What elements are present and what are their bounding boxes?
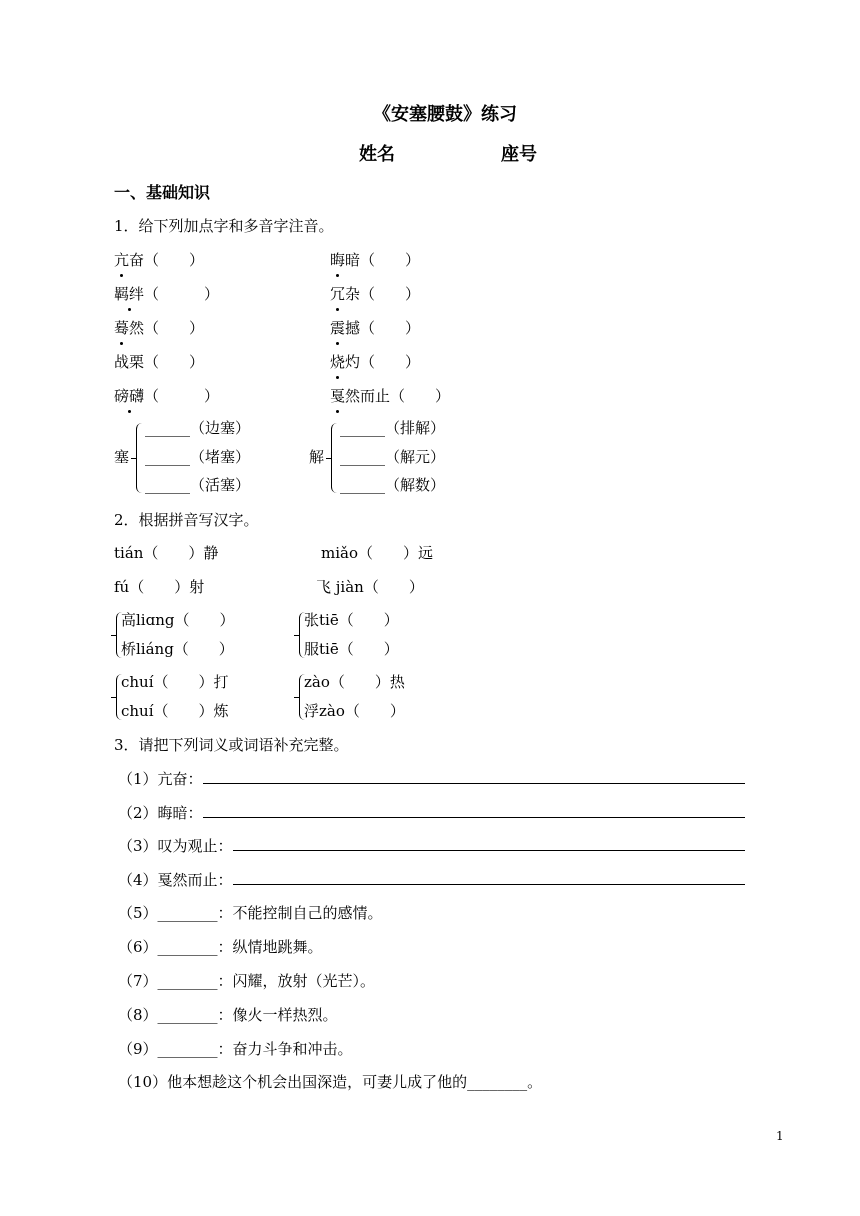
pinyin-write-item: 桥liáng（ ） <box>121 640 234 658</box>
brace-bracket <box>331 423 338 493</box>
pinyin-item: 戛然而止（ ） <box>330 387 451 405</box>
dotted-char: 冗 <box>330 285 346 303</box>
dotted-char: 震 <box>330 319 346 337</box>
polyphonic-blank: ______（解数） <box>340 476 446 494</box>
pinyin-write-item: chuí（ ）炼 <box>121 702 229 720</box>
polyphonic-blank: ______（排解） <box>340 419 446 437</box>
answer-line <box>203 769 745 784</box>
pinyin-item: 震撼（ ） <box>330 319 421 337</box>
pinyin-write-item: 张tiē（ ） <box>304 611 399 629</box>
pinyin-item: 亢奋（ ） <box>114 251 205 269</box>
question-3-prompt: 3．请把下列词义或词语补充完整。 <box>114 736 349 754</box>
answer-line <box>233 836 745 851</box>
polyphonic-blank: ______（解元） <box>340 448 446 466</box>
dotted-char: 晦 <box>330 251 346 269</box>
question-2-prompt: 2．根据拼音写汉字。 <box>114 511 259 529</box>
pinyin-item: 磅礴（ ） <box>114 387 220 405</box>
pinyin-item: 晦暗（ ） <box>330 251 421 269</box>
word-fill-item: （8）________：像火一样热烈。 <box>118 1006 338 1024</box>
pinyin-write-item: 高liɑng（ ） <box>121 611 235 629</box>
name-label: 姓名 <box>359 144 395 165</box>
polyphonic-blank: ______（堵塞） <box>145 448 251 466</box>
word-fill-item: （9）________：奋力斗争和冲击。 <box>118 1040 353 1058</box>
polyphonic-blank: ______（边塞） <box>145 419 251 437</box>
pinyin-write-item: 服tiē（ ） <box>304 640 399 658</box>
dotted-char: 蓦 <box>114 319 130 337</box>
pinyin-write-item: 浮zào（ ） <box>304 702 405 720</box>
pinyin-item: 战栗（ ） <box>114 353 205 371</box>
sentence-fill-item: （10）他本想趁这个机会出国深造，可妻儿成了他的________。 <box>118 1073 543 1091</box>
dotted-char: 戛 <box>330 387 346 405</box>
page-number: 1 <box>776 1129 784 1143</box>
dotted-char: 烧 <box>330 353 346 371</box>
pinyin-item: 烧灼（ ） <box>330 353 421 371</box>
pinyin-write-item: miǎo（ ）远 <box>321 544 433 562</box>
seat-label: 座号 <box>501 144 537 165</box>
polyphonic-char: 解 <box>309 448 325 466</box>
word-fill-item: （7）________：闪耀，放射（光芒）。 <box>118 972 376 990</box>
dotted-char: 羁绊 <box>114 285 145 303</box>
pinyin-write-item: 飞 jiàn（ ） <box>316 578 424 596</box>
dotted-char: 磅礴 <box>114 387 145 405</box>
pinyin-write-item: tián（ ）静 <box>114 544 219 562</box>
document-title: 《安塞腰鼓》练习 <box>373 104 517 125</box>
pinyin-item: 蓦然（ ） <box>114 319 205 337</box>
question-1-prompt: 1．给下列加点字和多音字注音。 <box>114 217 334 235</box>
brace-bracket <box>136 423 143 493</box>
dotted-char: 亢 <box>114 251 130 269</box>
section-heading: 一、基础知识 <box>114 183 211 202</box>
answer-line <box>233 870 745 885</box>
pinyin-item: 羁绊（ ） <box>114 285 220 303</box>
answer-line <box>203 803 745 818</box>
pinyin-write-item: fú（ ）射 <box>114 578 205 596</box>
pinyin-write-item: chuí（ ）打 <box>121 673 229 691</box>
definition-item: （3）叹为观止： <box>118 836 745 856</box>
definition-item: （1）亢奋： <box>118 769 745 789</box>
pinyin-item: 冗杂（ ） <box>330 285 421 303</box>
polyphonic-char: 塞 <box>114 448 130 466</box>
word-fill-item: （5）________：不能控制自己的感情。 <box>118 904 383 922</box>
pinyin-write-item: zào（ ）热 <box>304 673 405 691</box>
definition-item: （2）晦暗： <box>118 803 745 823</box>
polyphonic-blank: ______（活塞） <box>145 476 251 494</box>
definition-item: （4）戛然而止： <box>118 870 745 890</box>
word-fill-item: （6）________：纵情地跳舞。 <box>118 938 323 956</box>
